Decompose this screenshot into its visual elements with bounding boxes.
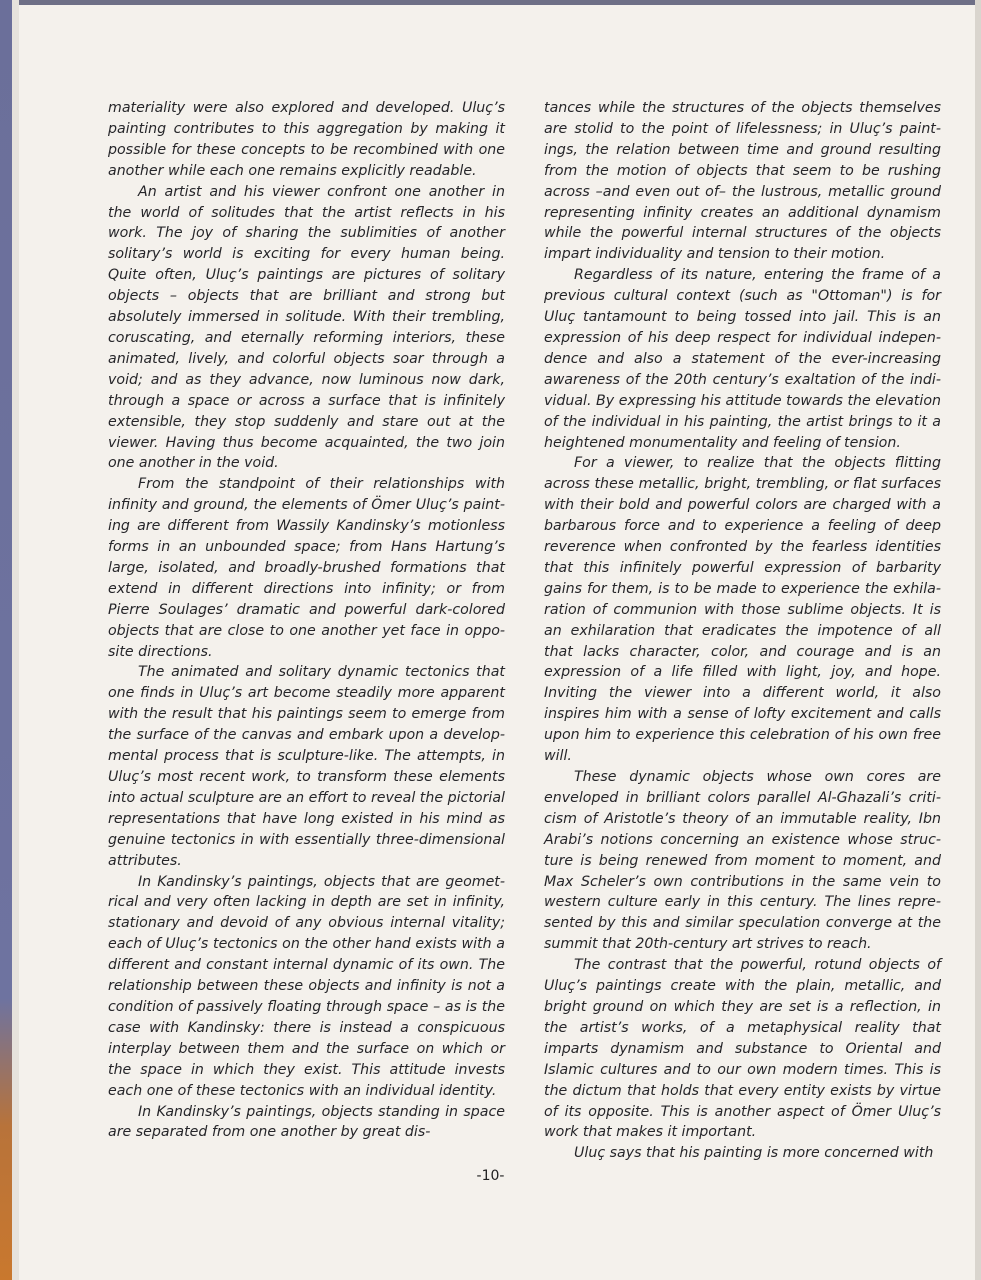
book-spine-edge bbox=[0, 0, 12, 1280]
right-text-column bbox=[544, 98, 941, 1164]
paragraph: From the standpoint of their relationships with infinity and ground, the elements of Ömer Uluç’s painting are different from Wassily Kandinsky’s motionless forms in an unbounded space; from Hans Hartung’s large, isolated, and broadly-brushed formations that extend in different directions into infinity; or from Pierre Soulages’ dramatic and powerful dark-colored objects that are close to one another yet face in opposite directions. bbox=[108, 476, 505, 660]
paragraph: The animated and solitary dynamic tectonics that one finds in Uluç’s art become steadily more apparent with the result that his paintings seem to emerge from the surface of the canvas and embark upon a developmental process that is sculpture-like. The attempts, in Uluç’s most recent work, to transform these elements into actual sculpture are an effort to reveal the pictorial representations that have long existed in his mind as genuine tectonics in with essentially three-dimensional attributes. bbox=[108, 664, 505, 869]
paragraph: tances while the structures of the objects themselves are stolid to the point of lifelessness; in Uluç’s paintings, the relation between time and ground resulting from the motion of objects that seem to be rushing across –and even out of– the lustrous, metallic ground representing infinity creates an additional dynamism while the powerful internal structures of the objects impart individuality and tension to their motion. bbox=[544, 100, 941, 263]
left-text-column bbox=[108, 98, 505, 1143]
paragraph: In Kandinsky’s paintings, objects standing in space are separated from one another by great dis- bbox=[108, 1103, 505, 1141]
page-gutter bbox=[12, 0, 19, 1280]
paragraph: Regardless of its nature, entering the frame of a previous cultural context (such as "Ottoman") is for Uluç tantamount to being tossed into jail. This is an expression of his deep respect for individual independence and also a statement of the ever-increasing awareness of the 20th century’s exaltation of the individual. By expressing his attitude towards the elevation of the individual in his painting, the artist brings to it a heightened monumentality and feeling of tension. bbox=[544, 267, 941, 451]
paragraph: For a viewer, to realize that the objects flitting across these metallic, bright, trembling, or flat surfaces with their bold and powerful colors are charged with a barbarous force and to experience a feeling of deep reverence when confronted by the fearless identities that this infinitely powerful expression of barbarity gains for them, is to be made to experience the exhilaration of communion with those sublime objects. It is an exhilaration that eradicates the impotence of all that lacks character, color, and courage and is an expression of a life filled with light, joy, and hope. Inviting the viewer into a different world, it also inspires him with a sense of lofty excitement and calls upon him to experience this celebration of his own free will. bbox=[544, 455, 941, 765]
page-top-edge bbox=[0, 0, 981, 5]
paragraph: materiality were also explored and developed. Uluç’s painting contributes to this aggregation by making it possible for these concepts to be recombined with one another while each one remains explicitly readable. bbox=[108, 100, 505, 179]
paragraph: The contrast that the powerful, rotund objects of Uluç’s paintings create with the plain, metallic, and bright ground on which they are set is a reflection, in the artist’s works, of a metaphysical reality that imparts dynamism and substance to Oriental and Islamic cultures and to our own modern times. This is the dictum that holds that every entity exists by virtue of its opposite. This is another aspect of Ömer Uluç’s work that makes it important. bbox=[544, 957, 941, 1141]
paragraph: An artist and his viewer confront one another in the world of solitudes that the artist reflects in his work. The joy of sharing the sublimities of another solitary’s world is exciting for every human being. Quite often, Uluç’s paintings are pictures of solitary objects – objects that are brilliant and strong but absolutely immersed in solitude. With their trembling, coruscating, and eternally reforming interiors, these animated, lively, and colorful objects soar through a void; and as they advance, now luminous now dark, through a space or across a surface that is infinitely extensible, they stop suddenly and stare out at the viewer. Having thus become acquainted, the two join one another in the void. bbox=[108, 183, 505, 472]
paragraph: These dynamic objects whose own cores are enveloped in brilliant colors parallel Al-Ghazali’s criticism of Aristotle’s theory of an immutable reality, Ibn Arabi’s notions concerning an existence whose structure is being renewed from moment to moment, and Max Scheler’s own contributions in the same vein to western culture early in this century. The lines represented by this and similar speculation converge at the summit that 20th-century art strives to reach. bbox=[544, 769, 941, 953]
page-right-edge bbox=[975, 0, 981, 1280]
page-number: -10- bbox=[476, 1168, 505, 1184]
paragraph: Uluç says that his painting is more concerned with bbox=[574, 1145, 934, 1162]
paragraph: In Kandinsky’s paintings, objects that are geometrical and very often lacking in depth are set in infinity, stationary and devoid of any obvious internal vitality; each of Uluç’s tectonics on the other hand exists with a different and constant internal dynamic of its own. The relationship between these objects and infinity is not a condition of passively floating through space – as is the case with Kandinsky: there is instead a conspicuous interplay between them and the surface on which or the space in which they exist. This attitude invests each one of these tectonics with an individual identity. bbox=[108, 873, 505, 1099]
